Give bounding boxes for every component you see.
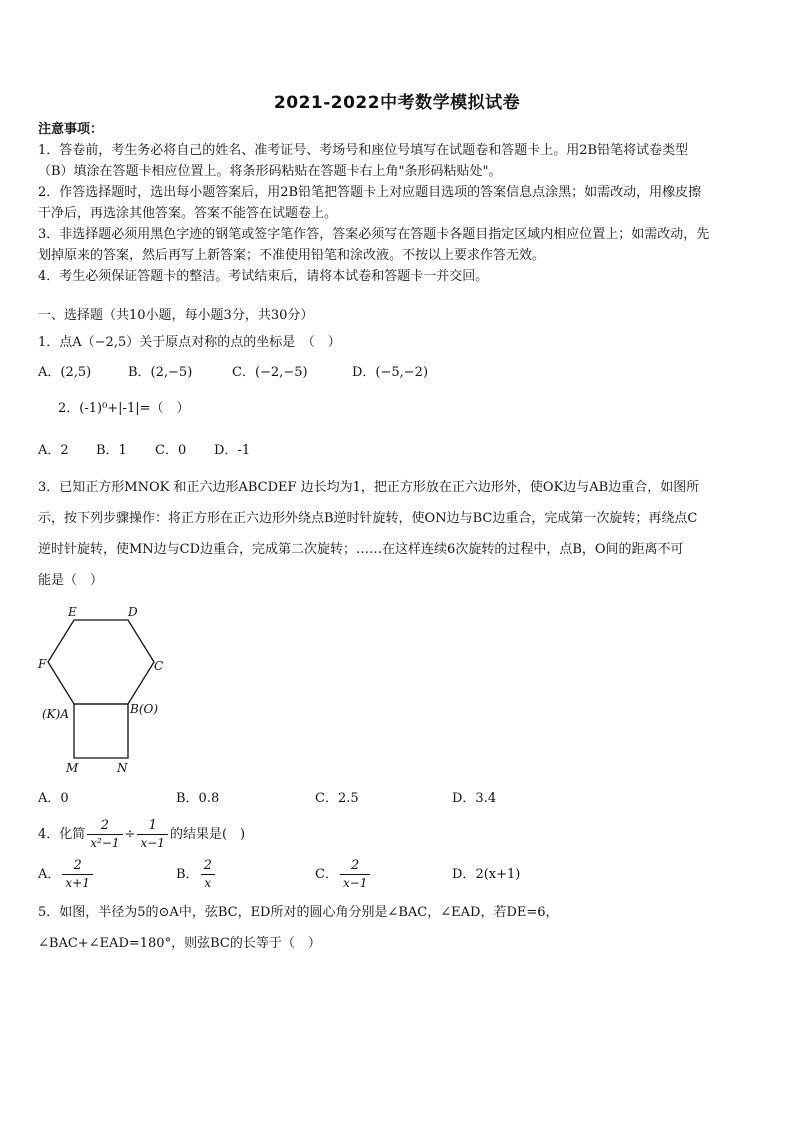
question-3-line: 能是（ ） [38, 573, 104, 588]
question-5-line: 5．如图，半径为5的⊙A中，弦BC，ED所对的圆心角分别是∠BAC，∠EAD，若DE=6， [38, 905, 559, 920]
question-3-line: 逆时针旋转，使MN边与CD边重合，完成第二次旋转；……在这样连续6次旋转的过程中，点B，O间的距离不可 [38, 542, 684, 557]
label-n: N [117, 761, 128, 775]
q4-option-c-denominator: x−1 [340, 874, 370, 891]
section-heading: 一、选择题（共10小题，每小题3分，共30分） [38, 308, 314, 323]
q4-option-b-label: B． [176, 867, 199, 882]
label-m: M [66, 761, 79, 775]
notice-line: 2．作答选择题时，选出每小题答案后，用2B铅笔把答题卡上对应题目选项的答案信息点涂黑；如需改动，用橡皮擦 [38, 185, 702, 200]
q4-option-d-label: D． [452, 867, 476, 882]
q4-option-a[interactable] [38, 856, 95, 894]
label-a: (K)A [42, 707, 69, 721]
q1-option-d[interactable]: D．(−5,−2) [352, 365, 429, 380]
label-d: D [128, 605, 138, 619]
q2-option-d[interactable]: D．-1 [214, 443, 251, 458]
question-2-stem: 2．(-1)⁰+|-1|=（ ） [58, 401, 190, 416]
square-shape [74, 704, 128, 758]
q4-option-a-denominator: x+1 [62, 874, 92, 891]
question-3-line: 示，按下列步骤操作：将正方形在正六边形外绕点B逆时针旋转，使ON边与BC边重合，完成第一次旋转；再绕点C [38, 511, 698, 526]
q4-f2-denominator: x−1 [137, 834, 167, 851]
notice-line: 干净后，再选涂其他答案。答案不能答在试题卷上。 [38, 206, 338, 221]
q4-option-c-label: C． [315, 867, 338, 882]
q4-option-c[interactable] [315, 856, 372, 894]
label-e: E [68, 605, 77, 619]
q4-prefix: 4．化简 [38, 827, 86, 842]
q4-operator: ÷ [124, 827, 136, 842]
q3-option-d[interactable]: D．3.4 [452, 791, 497, 806]
notice-line: 3．非选择题必须用黑色字迹的钢笔或签字笔作答，答案必须写在答题卡各题目指定区域内相应位置上；如需改动，先 [38, 227, 710, 242]
label-c: C [154, 659, 164, 673]
question-3-line: 3．已知正方形MNOK 和正六边形ABCDEF 边长均为1，把正方形放在正六边形外，使OK边与AB边重合，如图所 [38, 480, 700, 495]
q1-option-c[interactable]: C．(−2,−5) [232, 365, 308, 380]
q4-f1-denominator: x²−1 [87, 834, 122, 851]
q4-f1-numerator: 2 [100, 818, 110, 833]
notice-heading: 注意事项： [38, 122, 104, 137]
q4-fraction-2 [137, 818, 167, 851]
q2-option-a[interactable]: A．2 [38, 443, 69, 458]
q1-option-b[interactable]: B．(2,−5) [128, 365, 193, 380]
notice-line: （B）填涂在答题卡相应位置上。将条形码粘贴在答题卡右上角"条形码粘贴处"。 [38, 164, 502, 179]
label-f: F [38, 657, 47, 671]
q4-option-a-fraction [62, 858, 92, 891]
notice-line: 1．答卷前，考生务必将自己的姓名、准考证号、考场号和座位号填写在试题卷和答题卡上。用2B铅笔将试卷类型 [38, 143, 689, 158]
notice-line: 划掉原来的答案，然后再写上新答案；不准使用铅笔和涂改液。不按以上要求作答无效。 [38, 248, 546, 263]
page-title: 2021-2022中考数学模拟试卷 [273, 93, 521, 113]
q3-option-b[interactable]: B．0.8 [176, 791, 220, 806]
hexagon-shape [48, 620, 154, 704]
q1-option-a[interactable]: A．(2,5) [38, 365, 92, 380]
question-4-stem [38, 816, 245, 854]
q2-option-c[interactable]: C．0 [155, 443, 187, 458]
q4-option-b-denominator: x [201, 874, 215, 891]
q2-option-b[interactable]: B．1 [96, 443, 127, 458]
q4-option-d-text: 2(x+1) [475, 867, 521, 882]
q4-option-c-fraction [340, 858, 370, 891]
q4-option-c-numerator: 2 [351, 858, 360, 873]
q4-option-a-numerator: 2 [73, 858, 82, 873]
label-b: B(O) [130, 702, 159, 716]
q4-f2-numerator: 1 [148, 818, 157, 833]
q4-option-a-label: A． [38, 867, 61, 882]
q3-option-c[interactable]: C．2.5 [315, 791, 359, 806]
q4-option-b-fraction [201, 858, 215, 891]
q4-option-b[interactable] [176, 856, 217, 894]
q4-option-d[interactable] [452, 856, 520, 894]
q4-suffix: 的结果是( ) [169, 827, 246, 842]
question-1-stem: 1．点A（−2,5）关于原点对称的点的坐标是 （ ） [38, 335, 341, 350]
question-5-line: ∠BAC+∠EAD=180°，则弦BC的长等于（ ） [38, 936, 321, 951]
q4-fraction-1 [87, 818, 122, 851]
q3-option-a[interactable]: A．0 [38, 791, 69, 806]
notice-line: 4．考生必须保证答题卡的整洁。考试结束后，请将本试卷和答题卡一并交回。 [38, 269, 489, 284]
hexagon-square-figure [30, 600, 180, 780]
q4-option-b-numerator: 2 [203, 858, 212, 873]
